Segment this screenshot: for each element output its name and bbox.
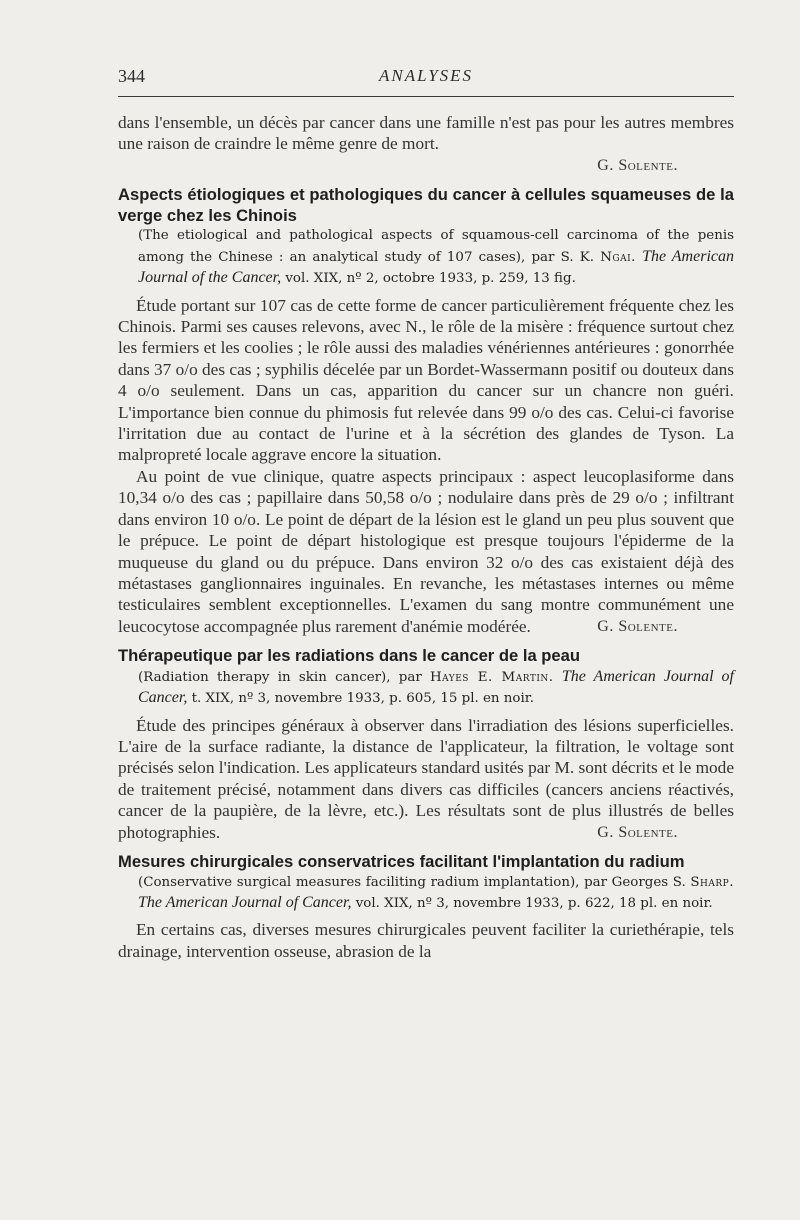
article-3-journal: The American Journal of Cancer, — [138, 893, 352, 911]
article-2-ref-tail: t. XIX, nº 3, novembre 1933, p. 605, 15 pl. en noir. — [191, 691, 534, 707]
article-3 — [118, 852, 734, 962]
article-1-signature: G. Solente. — [597, 617, 678, 635]
article-1-title: Aspects étiologiques et pathologiques du cancer à cellules squameuses de la verge chez les Chinois — [118, 185, 734, 225]
article-3-author: Sharp. — [690, 874, 734, 890]
article-2-paragraph-1-text: Étude des principes généraux à observer dans l'irradiation des lésions superficielles. L'aire de la surface radiante, la distance de l'applicateur, la filtration, le voltage sont précisés selon l'indication. Les applicateurs standard usités par M. sont décrits et le mode de traitement précisé, notamment dans divers cas difficiles (cancers anciens réactivés, cancer de la paupière, de la lèvre, etc.). Les résultats sont de plus illustrés de belles photographies. — [118, 715, 734, 842]
article-2-paragraph-1 — [118, 715, 734, 843]
article-1-paragraph-2-text: Au point de vue clinique, quatre aspects principaux : aspect leucoplasiforme dans 10,34 o/o des cas ; papillaire dans 50,58 o/o ; nodulaire dans près de 29 o/o ; infiltrant dans environ 10 o/o. Le point de départ de la lésion est le gland un peu plus souvent que le prépuce. Le point de départ histologique est presque toujours l'épiderme de la muqueuse du gland ou du prépuce. Dans environ 32 o/o des cas existaient déjà des métastases ganglionnaires inguinales. En revanche, les métastases internes ou même testiculaires semblent exceptionnelles. L'examen du sang montre communément une leucocytose accompagnée plus rarement d'anémie modérée. — [118, 466, 734, 636]
article-2-author: Hayes E. Martin. — [429, 669, 554, 685]
article-3-paragraph-1: En certains cas, diverses mesures chirurgicales peuvent faciliter la curiethérapie, tels drainage, intervention osseuse, abrasion de la — [118, 920, 734, 961]
article-1-ref-text: (The etiological and pathological aspects of squamous-cell carcinoma of the penis among the Chinese : an analytical study of 107 cases), par S. K. — [138, 228, 734, 265]
running-title: ANALYSES — [378, 66, 474, 85]
article-3-reference — [118, 873, 734, 915]
page-body — [118, 112, 734, 962]
intro-paragraph — [118, 112, 734, 176]
article-3-title: Mesures chirurgicales conservatrices facilitant l'implantation du radium — [118, 851, 685, 871]
page-number: 344 — [118, 66, 145, 86]
article-1-reference — [118, 226, 734, 289]
article-2 — [118, 646, 734, 843]
article-1 — [118, 185, 734, 637]
article-2-signature: G. Solente. — [597, 823, 678, 841]
article-2-reference — [118, 667, 734, 710]
article-1-paragraph-1: Étude portant sur 107 cas de cette forme de cancer particulièrement fréquente chez les Chinois. Parmi ses causes relevons, avec N., le rôle de la misère : fréquence surtout chez les fermiers et les coolies ; le rôle aussi des maladies vénériennes antérieures : gonorrhée dans 37 o/o des cas ; syphilis décelée par un Bordet-Wassermann positif ou douteux dans 4 o/o seulement. Dans un cas, apparition du cancer sur un chancre non guéri. L'importance bien connue du phimosis fut relevée dans 99 o/o des cas. Celui-ci favorise l'irritation due au contact de l'urine et à la sécrétion des glandes de Tyson. La malpropreté locale aggrave encore la situation. — [118, 295, 734, 465]
article-3-ref-tail: vol. XIX, nº 3, novembre 1933, p. 622, 18 pl. en noir. — [355, 895, 713, 911]
page-header — [118, 66, 734, 97]
article-2-ref-text: (Radiation therapy in skin cancer), par — [138, 669, 430, 685]
intro-signature: G. Solente. — [597, 156, 678, 174]
article-1-author: Ngai. — [600, 249, 636, 265]
article-2-journal: The American Journal of Cancer, — [138, 667, 734, 707]
article-1-ref-tail: vol. XIX, nº 2, octobre 1933, p. 259, 13 fig. — [285, 271, 576, 287]
intro-text: dans l'ensemble, un décès par cancer dans une famille n'est pas pour les autres membres une raison de craindre le même genre de mort. — [118, 113, 734, 154]
article-2-title: Thérapeutique par les radiations dans le cancer de la peau — [118, 646, 581, 666]
article-1-paragraph-2 — [118, 466, 734, 637]
article-1-journal: The American Journal of the Cancer, — [138, 247, 734, 287]
article-3-ref-text: (Conservative surgical measures faciliting radium implantation), par Georges S. — [138, 874, 691, 890]
